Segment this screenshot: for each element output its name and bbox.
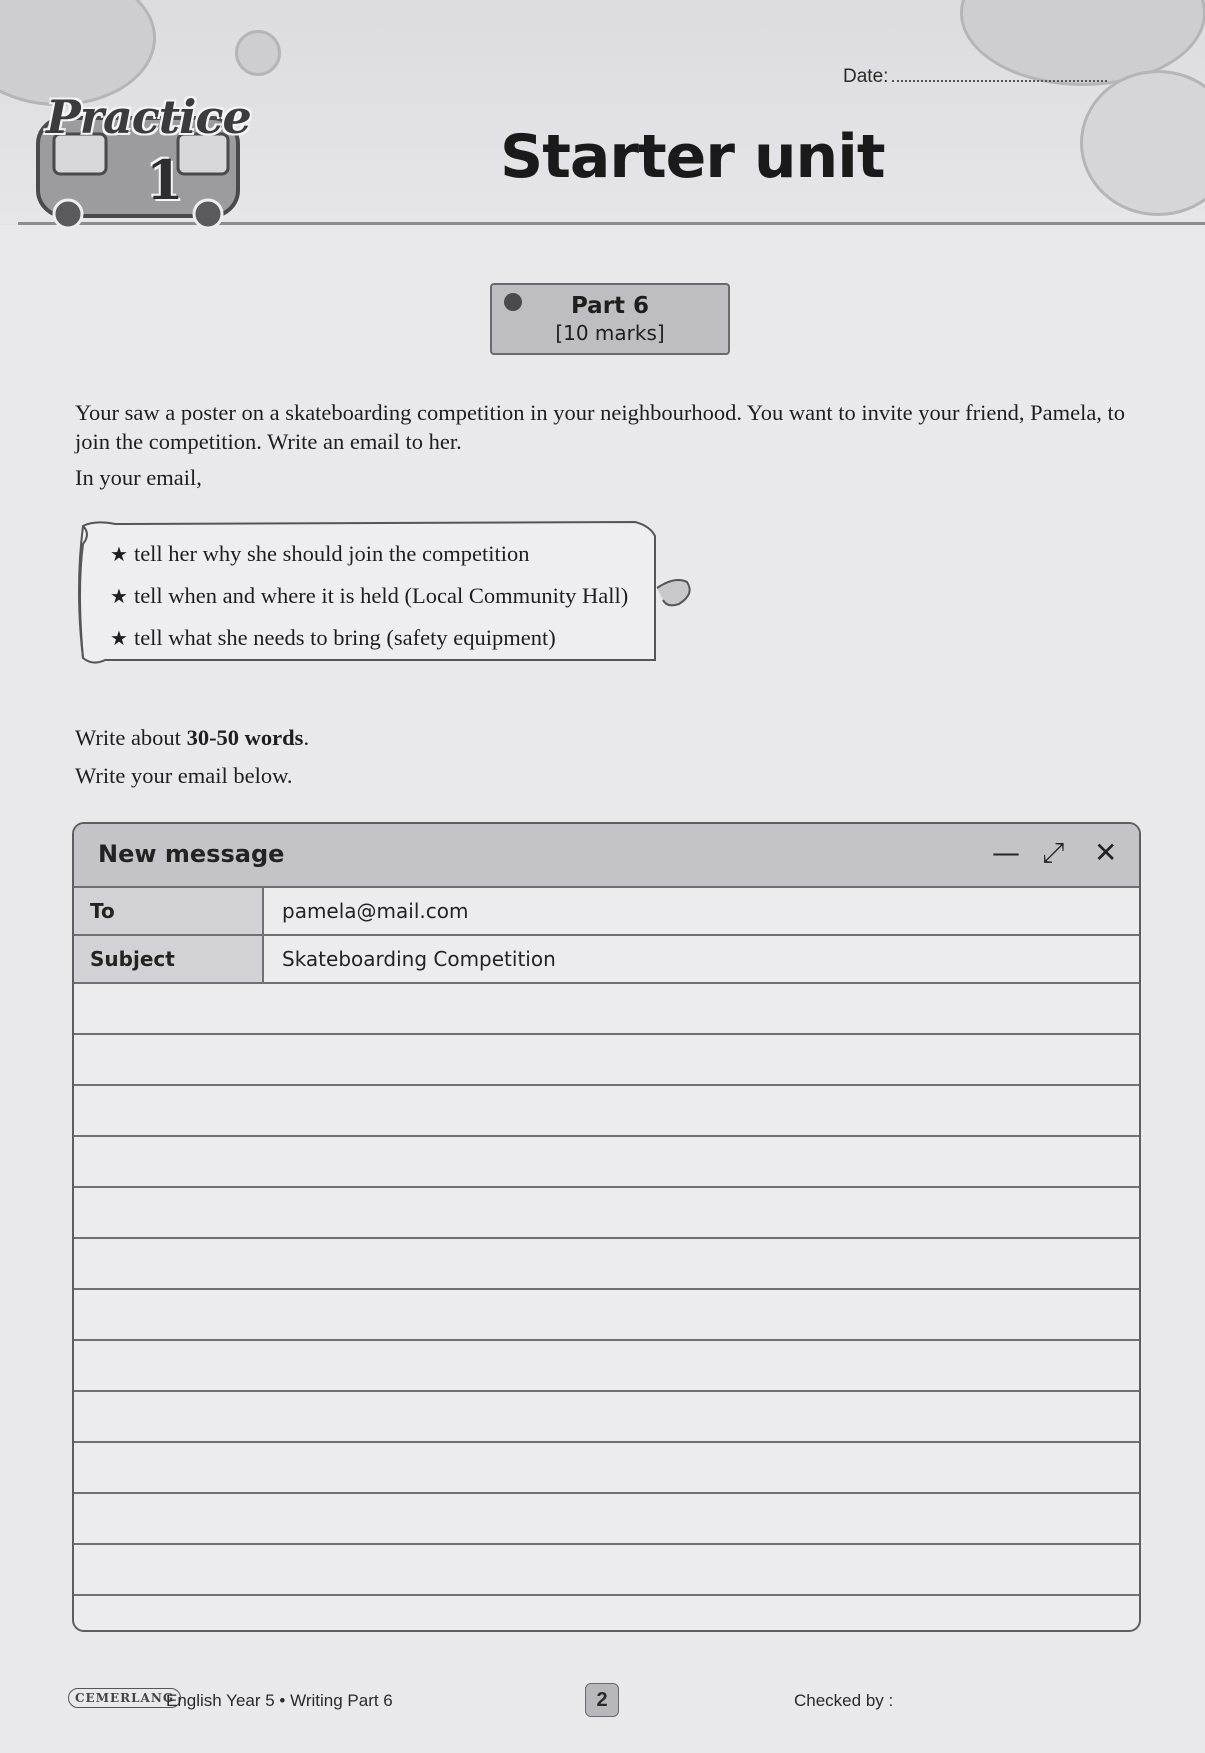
word-count: 30-50 words (186, 725, 304, 750)
part-box (490, 283, 730, 355)
writing-line[interactable] (74, 1545, 1139, 1596)
writing-line[interactable] (74, 1086, 1139, 1137)
writing-line[interactable] (74, 1137, 1139, 1188)
list-item: ★ tell her why she should join the competition (110, 541, 530, 566)
writing-line[interactable] (74, 1392, 1139, 1443)
email-window (72, 822, 1141, 1632)
subject-label: Subject (74, 936, 264, 982)
writing-line[interactable] (74, 1035, 1139, 1086)
star-icon: ★ (110, 542, 128, 566)
date-field[interactable] (843, 66, 1107, 88)
subject-row (74, 936, 1139, 984)
unit-title: Starter unit (500, 122, 885, 192)
writing-line[interactable] (74, 1290, 1139, 1341)
date-label: Date: (843, 66, 889, 87)
part-title: Part 6 (570, 293, 650, 319)
list-item: ★ tell when and where it is held (Local Community Hall) (110, 583, 629, 608)
decorative-circle (235, 30, 281, 76)
footer (0, 1683, 1205, 1723)
date-dotted-line[interactable] (892, 66, 1107, 82)
checked-by-label: Checked by : (794, 1691, 894, 1710)
writing-line[interactable] (74, 1443, 1139, 1494)
page-number: 2 (585, 1683, 619, 1717)
writing-line[interactable] (74, 984, 1139, 1035)
minimize-icon[interactable]: — (992, 836, 1020, 869)
write-below-instruction: Write your email below. (75, 763, 293, 788)
writing-line[interactable] (74, 1341, 1139, 1392)
expand-icon[interactable]: ⤢ (1042, 836, 1065, 869)
close-icon[interactable]: ✕ (1094, 836, 1118, 869)
writing-line[interactable] (74, 1494, 1139, 1545)
practice-number: 1 (146, 148, 184, 212)
book-title: English Year 5 • Writing Part 6 (166, 1691, 393, 1710)
to-label: To (74, 888, 264, 934)
bullet-list (110, 538, 628, 664)
to-row (74, 888, 1139, 936)
writing-line[interactable] (74, 1239, 1139, 1290)
star-icon: ★ (110, 584, 128, 608)
task-text: Your saw a poster on a skateboarding competition in your neighbourhood. You want to invite your friend, Pamela, to join the competition. Write an email to her. (75, 400, 1126, 454)
email-header (74, 824, 1139, 888)
publisher-logo: CEMERLANG (68, 1688, 181, 1708)
email-body[interactable] (74, 984, 1139, 1596)
subject-field[interactable]: Skateboarding Competition (282, 947, 556, 971)
word-count-instruction: Write about 30-50 words. (75, 725, 310, 750)
list-item: ★ tell what she needs to bring (safety equipment) (110, 625, 556, 650)
task-paragraph (75, 398, 1145, 456)
practice-label: Practice (46, 90, 251, 144)
decorative-circle (1080, 70, 1205, 216)
email-window-title: New message (98, 840, 285, 868)
star-icon: ★ (110, 626, 128, 650)
writing-line[interactable] (74, 1188, 1139, 1239)
email-intro: In your email, (75, 465, 202, 490)
to-field[interactable]: pamela@mail.com (282, 899, 469, 923)
part-marks: [10 marks] (555, 321, 665, 345)
pin-icon (504, 293, 522, 311)
practice-badge (28, 78, 260, 228)
